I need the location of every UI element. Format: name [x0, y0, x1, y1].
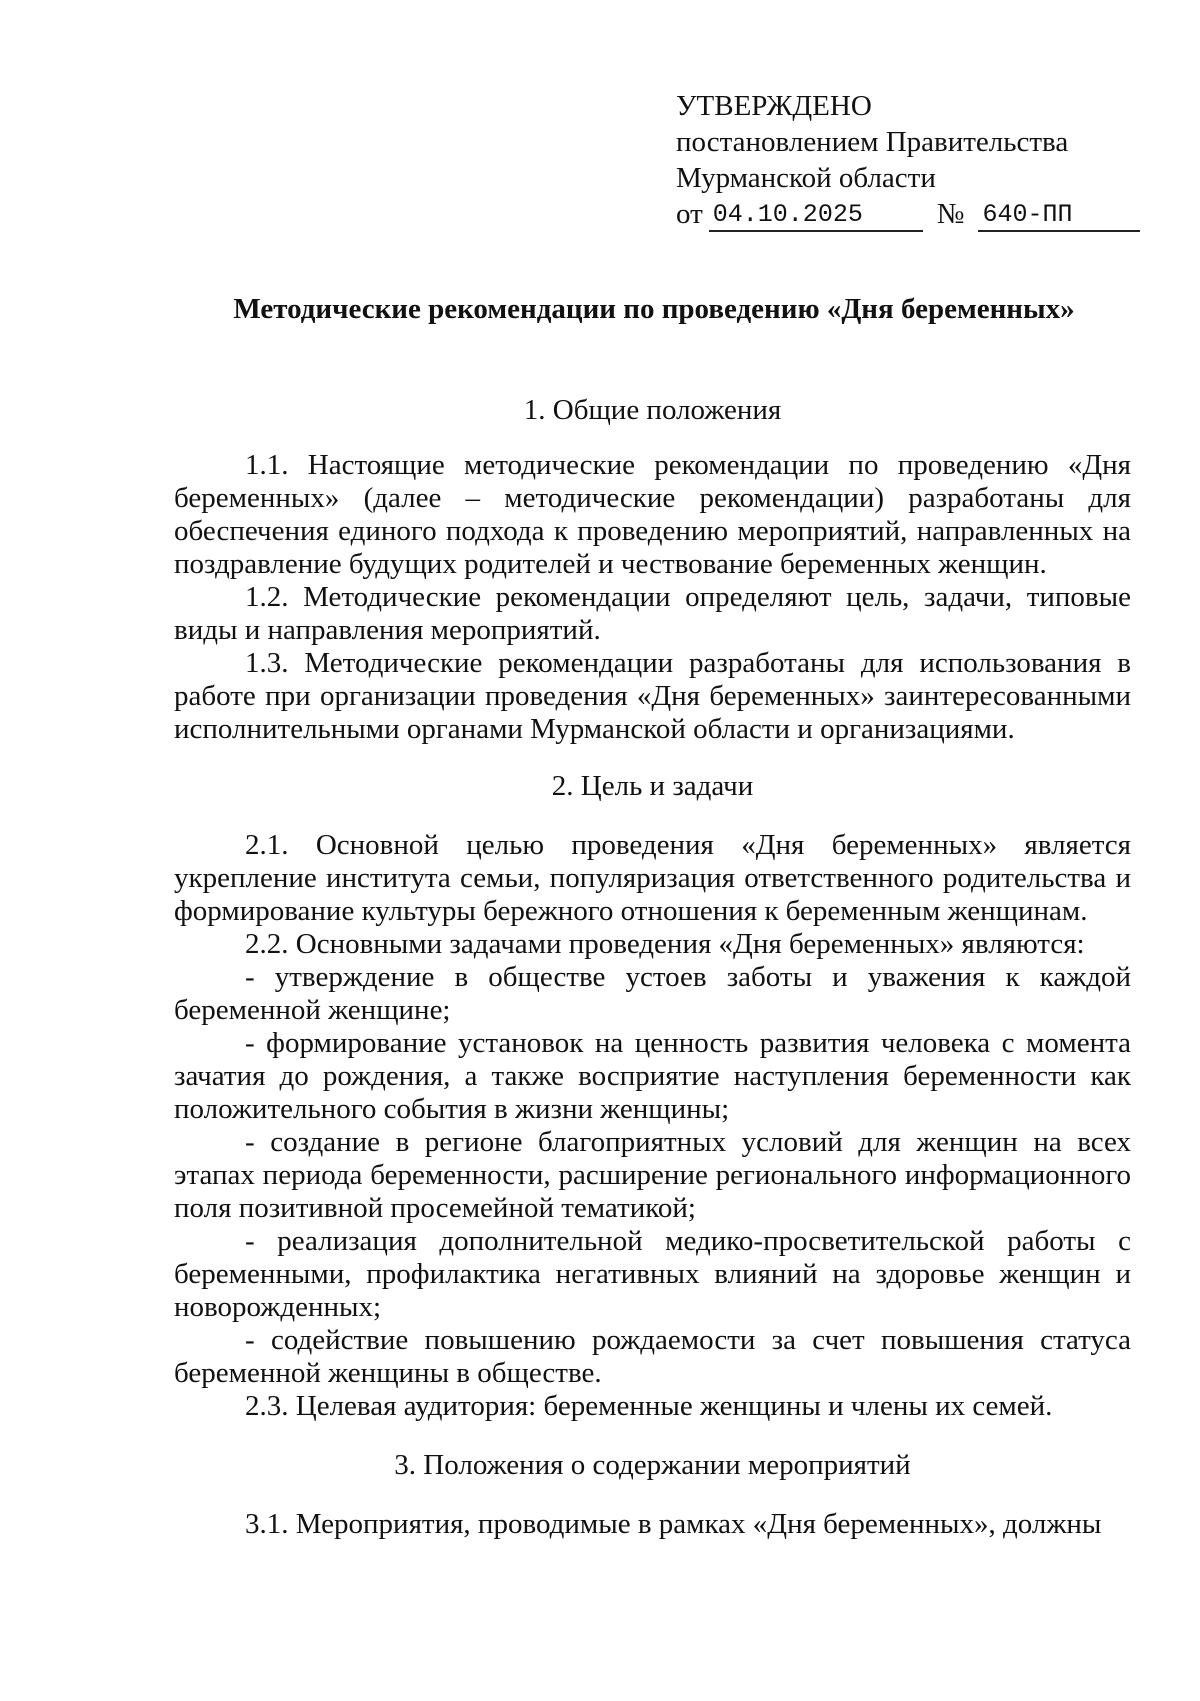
approval-date-number-line — [676, 196, 1146, 232]
list-item-2-2-c: - создание в регионе благоприятных условий для женщин на всех этапах периода беременности, расширение регионального информационного поля позитивной просемейной тематикой; — [174, 1126, 1131, 1224]
section-1-heading: 1. Общие положения — [523, 394, 782, 426]
list-item-2-2-b: - формирование установок на ценность развития человека с момента зачатия до рождения, а также восприятие наступления беременности как положительного события в жизни женщины; — [174, 1027, 1131, 1125]
paragraph-2-2: 2.2. Основными задачами проведения «Дня беременных» являются: — [245, 928, 1085, 960]
paragraph-2-1: 2.1. Основной целью проведения «Дня беременных» является укрепление института семьи, популяризация ответственного родительства и формирование культуры бережного отношения к беременным женщинам. — [174, 829, 1131, 927]
paragraph-1-3: 1.3. Методические рекомендации разработаны для использования в работе при организации проведения «Дня беременных» заинтересованными исполнительными органами Мурманской области и организациями. — [174, 647, 1131, 745]
document-body — [174, 394, 1131, 1541]
document-title: Методические рекомендации по проведению «Дня беременных» — [233, 293, 1075, 325]
section-2-heading: 2. Цель и задачи — [551, 770, 754, 802]
paragraph-1-2: 1.2. Методические рекомендации определяют цель, задачи, типовые виды и направления мероприятий. — [174, 581, 1131, 646]
approved-label: УТВЕРЖДЕНО — [676, 90, 872, 122]
paragraph-3-1: 3.1. Мероприятия, проводимые в рамках «Дня беременных», должны — [245, 1508, 1102, 1540]
approval-line-2: постановлением Правительства — [676, 126, 1069, 158]
approval-block — [676, 88, 1146, 232]
from-label: от — [676, 198, 703, 230]
list-item-2-2-a: - утверждение в обществе устоев заботы и уважения к каждой беременной женщине; — [174, 961, 1131, 1026]
approval-line-3: Мурманской области — [676, 162, 936, 194]
section-3-heading: 3. Положения о содержании мероприятий — [394, 1449, 911, 1481]
approval-number: 640-ПП — [978, 200, 1140, 232]
approval-date: 04.10.2025 — [709, 200, 923, 232]
paragraph-2-3: 2.3. Целевая аудитория: беременные женщины и члены их семей. — [245, 1390, 1053, 1422]
list-item-2-2-e: - содействие повышению рождаемости за счет повышения статуса беременной женщины в обществе. — [174, 1324, 1131, 1389]
number-sign: № — [936, 198, 965, 230]
list-item-2-2-d: - реализация дополнительной медико-просветительской работы с беременными, профилактика негативных влияний на здоровье женщин и новорожденных; — [174, 1225, 1131, 1323]
paragraph-1-1: 1.1. Настоящие методические рекомендации по проведению «Дня беременных» (далее – методические рекомендации) разработаны для обеспечения единого подхода к проведению мероприятий, направленных на поздравление будущих родителей и чествование беременных женщин. — [174, 449, 1131, 580]
